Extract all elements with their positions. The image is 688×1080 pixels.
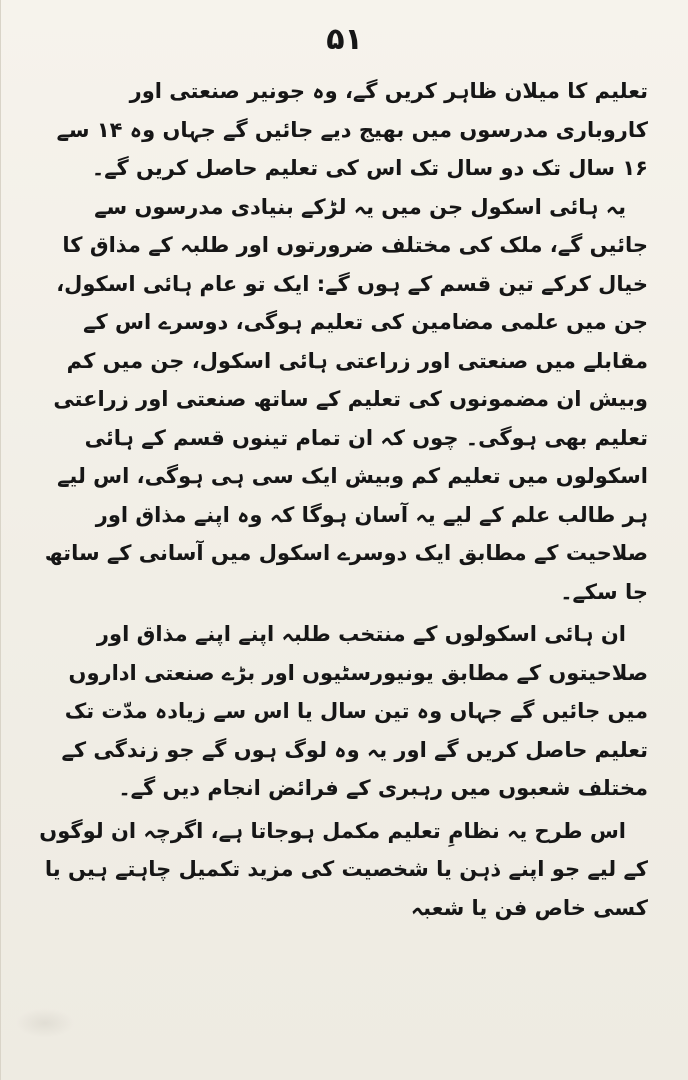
page-body <box>39 72 648 1020</box>
paragraph-1: تعلیم کا میلان ظاہر کریں گے، وہ جونیر صنعتی اور کاروباری مدرسوں میں بھیج دیے جائیں گے جہاں وہ ۱۴ سے ۱۶ سال تک دو سال تک اس کی تعلیم حاصل کریں گے۔ <box>56 79 648 180</box>
page-number: ۵۱ <box>326 22 363 57</box>
paper-smudge <box>15 1008 75 1038</box>
paragraph-2: یہ ہائی اسکول جن میں یہ لڑکے بنیادی مدرسوں سے جائیں گے، ملک کی مختلف ضرورتوں اور طلبہ کے مذاق کا خیال کرکے تین قسم کے ہوں گے: ایک تو عام ہائی اسکول، جن میں علمی مضامین کی تعلیم ہوگی، دوسرے اس کے مقابلے میں صنعتی اور زراعتی ہائی اسکول، جن میں کم وبیش ان مضمونوں کی تعلیم کے ساتھ صنعتی اور زراعتی تعلیم بھی ہوگی۔ چوں کہ ان تمام تینوں قسم کے ہائی اسکولوں میں تعلیم کم وبیش ایک سی ہی ہوگی، اس لیے ہر طالب علم کے لیے یہ آسان ہوگا کہ وہ اپنے مذاق اور صلاحیت کے مطابق ایک دوسرے اسکول میں آسانی کے ساتھ جا سکے۔ <box>44 194 648 604</box>
paragraph-3: ان ہائی اسکولوں کے منتخب طلبہ اپنے اپنے مذاق اور صلاحیتوں کے مطابق یونیورسٹیوں اور بڑے صنعتی اداروں میں جائیں گے جہاں وہ تین سال یا اس سے زیادہ مدّت تک تعلیم حاصل کریں گے اور یہ وہ لوگ ہوں گے جو زندگی کے مختلف شعبوں میں رہبری کے فرائض انجام دیں گے۔ <box>61 622 648 800</box>
paragraph-4: اس طرح یہ نظامِ تعلیم مکمل ہوجاتا ہے، اگرچہ ان لوگوں کے لیے جو اپنے ذہن یا شخصیت کی مزید تکمیل چاہتے ہیں یا کسی خاص فن یا شعبہ <box>39 818 648 920</box>
